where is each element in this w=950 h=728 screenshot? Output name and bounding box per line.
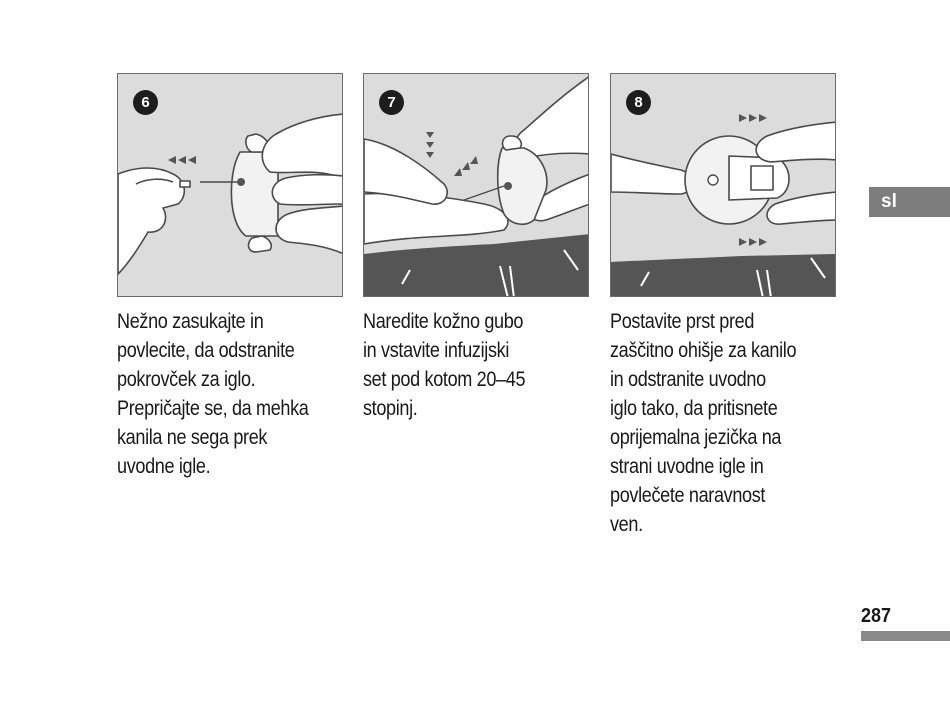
- step-6-caption: Nežno zasukajte in povlecite, da odstranite pokrovček za iglo. Prepričajte se, da mehka kanila ne sega prek uvodne igle.: [117, 310, 309, 478]
- step-8-illustration: [610, 73, 836, 297]
- step-number-badge: 8: [626, 90, 651, 115]
- page-number: 287: [861, 605, 892, 627]
- step-7-illustration: [363, 73, 589, 297]
- language-tab: sl: [869, 187, 950, 217]
- step-number-badge: 6: [133, 90, 158, 115]
- step-8-caption: Postavite prst pred zaščitno ohišje za kanilo in odstranite uvodno iglo tako, da pritisnete oprijemalna jezička na strani uvodne igle in povlečete naravnost ven.: [610, 310, 797, 536]
- step-number-badge: 7: [379, 90, 404, 115]
- step-6-illustration: [117, 73, 343, 297]
- step-7-caption: Naredite kožno gubo in vstavite infuzijski set pod kotom 20–45 stopinj.: [363, 310, 526, 420]
- page-number-rule: [861, 631, 950, 641]
